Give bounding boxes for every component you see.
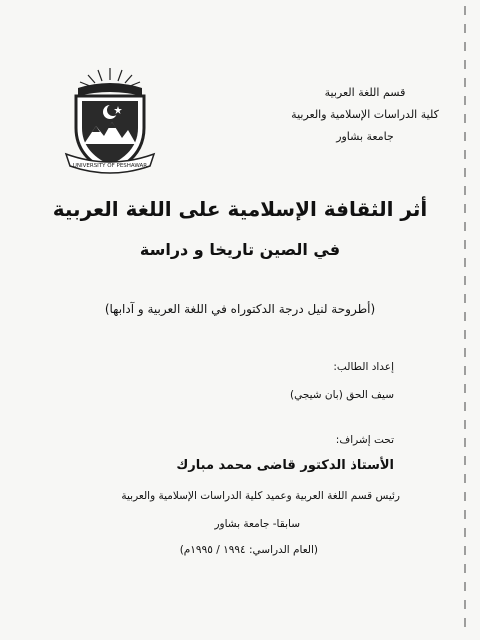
supervisor-position-line2: سابقا- جامعة بشاور [214, 518, 300, 530]
supervisor-label: تحت إشراف: [335, 434, 394, 446]
scan-binding-edge [464, 6, 466, 634]
faculty-name: كلية الدراسات الإسلامية والعربية [291, 108, 439, 121]
department-name: قسم اللغة العربية [324, 86, 406, 99]
academic-year: (العام الدراسي: ١٩٩٤ / ١٩٩٥م) [179, 544, 318, 556]
student-label: إعداد الطالب: [333, 361, 394, 373]
thesis-note: (أطروحة لنيل درجة الدكتوراه في اللغة العربية و آدابها) [104, 302, 376, 316]
thesis-title: أثر الثقافة الإسلامية على اللغة العربية [52, 197, 428, 221]
university-seal-icon [62, 66, 158, 178]
university-name: جامعة بشاور [336, 130, 394, 143]
supervisor-name: الأستاذ الدكتور قاضى محمد مبارك [176, 458, 394, 473]
thesis-subtitle: في الصين تاريخا و دراسة [139, 240, 341, 259]
supervisor-position-line1: رئيس قسم اللغة العربية وعميد كلية الدراسات الإسلامية والعربية [121, 490, 400, 502]
department-header [290, 82, 440, 148]
student-name: سيف الحق (بان شيجي) [289, 389, 394, 401]
seal-motto-text: UNIVERSITY OF PESHAWAR [72, 163, 148, 169]
